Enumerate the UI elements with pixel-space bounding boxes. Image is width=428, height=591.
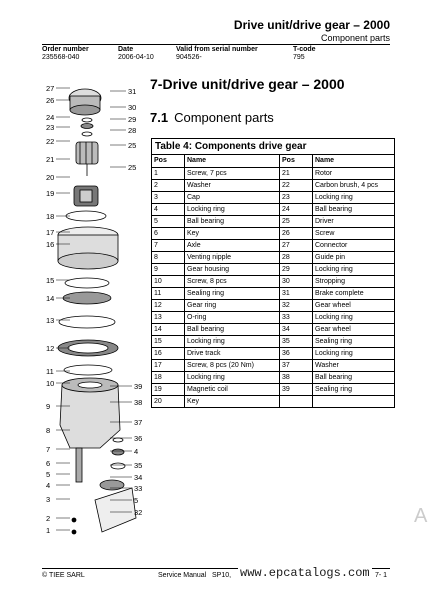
cell-name: Sealing ring: [185, 288, 280, 300]
cell-pos: 5: [152, 216, 185, 228]
callout-label: 12: [46, 344, 55, 353]
callout-label: 28: [128, 126, 137, 135]
callout-label: 9: [46, 402, 51, 411]
callout-label: 17: [46, 228, 55, 237]
cell-name: Locking ring: [313, 312, 395, 324]
components-table: [151, 138, 395, 408]
callout-label: 13: [46, 316, 55, 325]
cell-pos: 2: [152, 180, 185, 192]
table-row: [152, 264, 395, 276]
cell-pos: 31: [280, 288, 313, 300]
cell-pos: 28: [280, 252, 313, 264]
cell-pos: 4: [152, 204, 185, 216]
cell-pos: 3: [152, 192, 185, 204]
cell-pos: 20: [152, 396, 185, 408]
cell-name: Locking ring: [313, 192, 395, 204]
cell-name: Washer: [313, 360, 395, 372]
cell-pos: 38: [280, 372, 313, 384]
callout-label: 25: [128, 141, 137, 150]
cell-pos: 37: [280, 360, 313, 372]
table-body: [152, 168, 395, 408]
callout-label: 5: [46, 470, 51, 479]
callout-label: 29: [128, 115, 137, 124]
callout-label: 38: [134, 398, 143, 407]
cell-name: Carbon brush, 4 pcs: [313, 180, 395, 192]
cell-pos: 1: [152, 168, 185, 180]
cell-name: Ball bearing: [313, 372, 395, 384]
cell-name: Gear wheel: [313, 300, 395, 312]
cell-name: Gear wheel: [313, 324, 395, 336]
callout-label: 6: [46, 459, 51, 468]
callout-label: 36: [134, 434, 143, 443]
table-row: [152, 288, 395, 300]
callout-label: 30: [128, 103, 137, 112]
callout-label: 16: [46, 240, 55, 249]
col-pos: Pos: [280, 155, 313, 168]
cell-name: Locking ring: [185, 204, 280, 216]
callout-label: 3: [46, 495, 51, 504]
cell-pos: 22: [280, 180, 313, 192]
col-name: Name: [313, 155, 395, 168]
table-row: [152, 336, 395, 348]
table-row: [152, 168, 395, 180]
callout-label: 10: [46, 379, 55, 388]
cell-name: Ball bearing: [185, 216, 280, 228]
footer-model: SP10,: [212, 572, 232, 579]
footer-manual: Service Manual: [158, 572, 207, 579]
cell-name: Screw, 8 pcs: [185, 276, 280, 288]
table-row: [152, 348, 395, 360]
callout-label: 32: [134, 508, 143, 517]
callout-label: 21: [46, 155, 55, 164]
cell-name: Sealing ring: [313, 384, 395, 396]
cell-pos: 29: [280, 264, 313, 276]
cell-pos: 23: [280, 192, 313, 204]
callout-label: 26: [46, 96, 55, 105]
chapter-heading: 7-Drive unit/drive gear – 2000: [150, 76, 345, 92]
cell-name: O-ring: [185, 312, 280, 324]
cell-name: Connector: [313, 240, 395, 252]
callout-label: 19: [46, 189, 55, 198]
cell-pos: 17: [152, 360, 185, 372]
table-row: [152, 240, 395, 252]
cell-pos: 39: [280, 384, 313, 396]
callout-label: 22: [46, 137, 55, 146]
callout-label: 4: [134, 447, 139, 456]
callout-label: 14: [46, 294, 55, 303]
meta-serial: Valid from serial number 904526-: [176, 46, 258, 61]
cell-name: Sealing ring: [313, 336, 395, 348]
callout-label: 31: [128, 87, 137, 96]
callout-label: 15: [46, 276, 55, 285]
cell-pos: 6: [152, 228, 185, 240]
cell-pos: 19: [152, 384, 185, 396]
table-row: [152, 192, 395, 204]
callout-label: 7: [46, 445, 51, 454]
cell-name: Ball bearing: [185, 324, 280, 336]
callout-label: 23: [46, 123, 55, 132]
cell-name: Screw: [313, 228, 395, 240]
callout-label: 24: [46, 113, 55, 122]
cell-name: Locking ring: [313, 264, 395, 276]
col-name: Name: [185, 155, 280, 168]
callout-label: 37: [134, 418, 143, 427]
cell-name: Rotor: [313, 168, 395, 180]
cell-pos: 18: [152, 372, 185, 384]
cell-name: Gear ring: [185, 300, 280, 312]
cell-pos: 32: [280, 300, 313, 312]
table-caption: Table 4: Components drive gear: [151, 138, 395, 154]
cell-pos: 7: [152, 240, 185, 252]
cell-pos: 35: [280, 336, 313, 348]
cell-name: Driver: [313, 216, 395, 228]
cell-name: Locking ring: [313, 348, 395, 360]
table-row: [152, 204, 395, 216]
callout-label: 33: [134, 484, 143, 493]
section-heading: 7.1 Component parts: [150, 110, 274, 125]
cell-name: Magnetic coil: [185, 384, 280, 396]
cell-pos: 34: [280, 324, 313, 336]
cell-name: Drive track: [185, 348, 280, 360]
callout-label: 4: [46, 481, 51, 490]
cell-pos: 21: [280, 168, 313, 180]
cell-pos: 30: [280, 276, 313, 288]
cell-pos: 8: [152, 252, 185, 264]
callout-label: 34: [134, 473, 143, 482]
exploded-parts-diagram: [40, 80, 150, 540]
table-row: [152, 228, 395, 240]
cell-name: Stropping: [313, 276, 395, 288]
edge-glyph: A: [414, 505, 428, 527]
cell-name: Key: [185, 228, 280, 240]
table-row: [152, 384, 395, 396]
cell-name: Locking ring: [185, 372, 280, 384]
cell-pos: 36: [280, 348, 313, 360]
callout-label: 39: [134, 382, 143, 391]
cell-pos: 13: [152, 312, 185, 324]
table-header-row: [152, 155, 395, 168]
header-title: Drive unit/drive gear – 2000: [233, 18, 390, 32]
cell-pos: 10: [152, 276, 185, 288]
cell-name: Cap: [185, 192, 280, 204]
meta-tcode: T-code 795: [293, 46, 316, 61]
footer-copyright: © TIEE SARL: [42, 572, 85, 579]
cell-name: Guide pin: [313, 252, 395, 264]
callout-label: 1: [46, 526, 51, 535]
callout-label: 18: [46, 212, 55, 221]
table-row: [152, 396, 395, 408]
cell-pos: 11: [152, 288, 185, 300]
cell-pos: 24: [280, 204, 313, 216]
table-row: [152, 372, 395, 384]
cell-name: Brake complete: [313, 288, 395, 300]
callout-label: 35: [134, 461, 143, 470]
cell-pos: 27: [280, 240, 313, 252]
table-row: [152, 252, 395, 264]
table-row: [152, 312, 395, 324]
cell-name: Ball bearing: [313, 204, 395, 216]
table-row: [152, 216, 395, 228]
table-row: [152, 276, 395, 288]
cell-pos: 14: [152, 324, 185, 336]
cell-name: [313, 396, 395, 408]
cell-name: Axle: [185, 240, 280, 252]
cell-pos: [280, 396, 313, 408]
cell-pos: 15: [152, 336, 185, 348]
watermark-text: www.epcatalogs.com: [240, 566, 370, 580]
cell-name: Gear housing: [185, 264, 280, 276]
table-row: [152, 360, 395, 372]
header-rule: [42, 44, 390, 45]
cell-pos: 12: [152, 300, 185, 312]
callout-label: 2: [46, 514, 51, 523]
table-row: [152, 324, 395, 336]
callout-label: 11: [46, 367, 54, 376]
cell-name: Screw, 8 pcs (20 Nm): [185, 360, 280, 372]
cell-pos: 33: [280, 312, 313, 324]
callout-label: 25: [128, 163, 137, 172]
header-subtitle: Component parts: [320, 33, 390, 43]
meta-date: Date 2006-04-10: [118, 46, 154, 61]
callout-label: 20: [46, 173, 55, 182]
callout-label: 8: [46, 426, 51, 435]
cell-pos: 9: [152, 264, 185, 276]
cell-name: Screw, 7 pcs: [185, 168, 280, 180]
meta-order-number: Order number 235568-040: [42, 46, 89, 61]
col-pos: Pos: [152, 155, 185, 168]
cell-name: Washer: [185, 180, 280, 192]
callout-label: 27: [46, 84, 55, 93]
cell-name: Key: [185, 396, 280, 408]
table-row: [152, 180, 395, 192]
cell-pos: 25: [280, 216, 313, 228]
cell-name: Locking ring: [185, 336, 280, 348]
table-row: [152, 300, 395, 312]
cell-pos: 26: [280, 228, 313, 240]
cell-name: Venting nipple: [185, 252, 280, 264]
callout-label: 5: [134, 496, 139, 505]
cell-pos: 16: [152, 348, 185, 360]
footer-page-number: 7- 1: [375, 572, 388, 579]
